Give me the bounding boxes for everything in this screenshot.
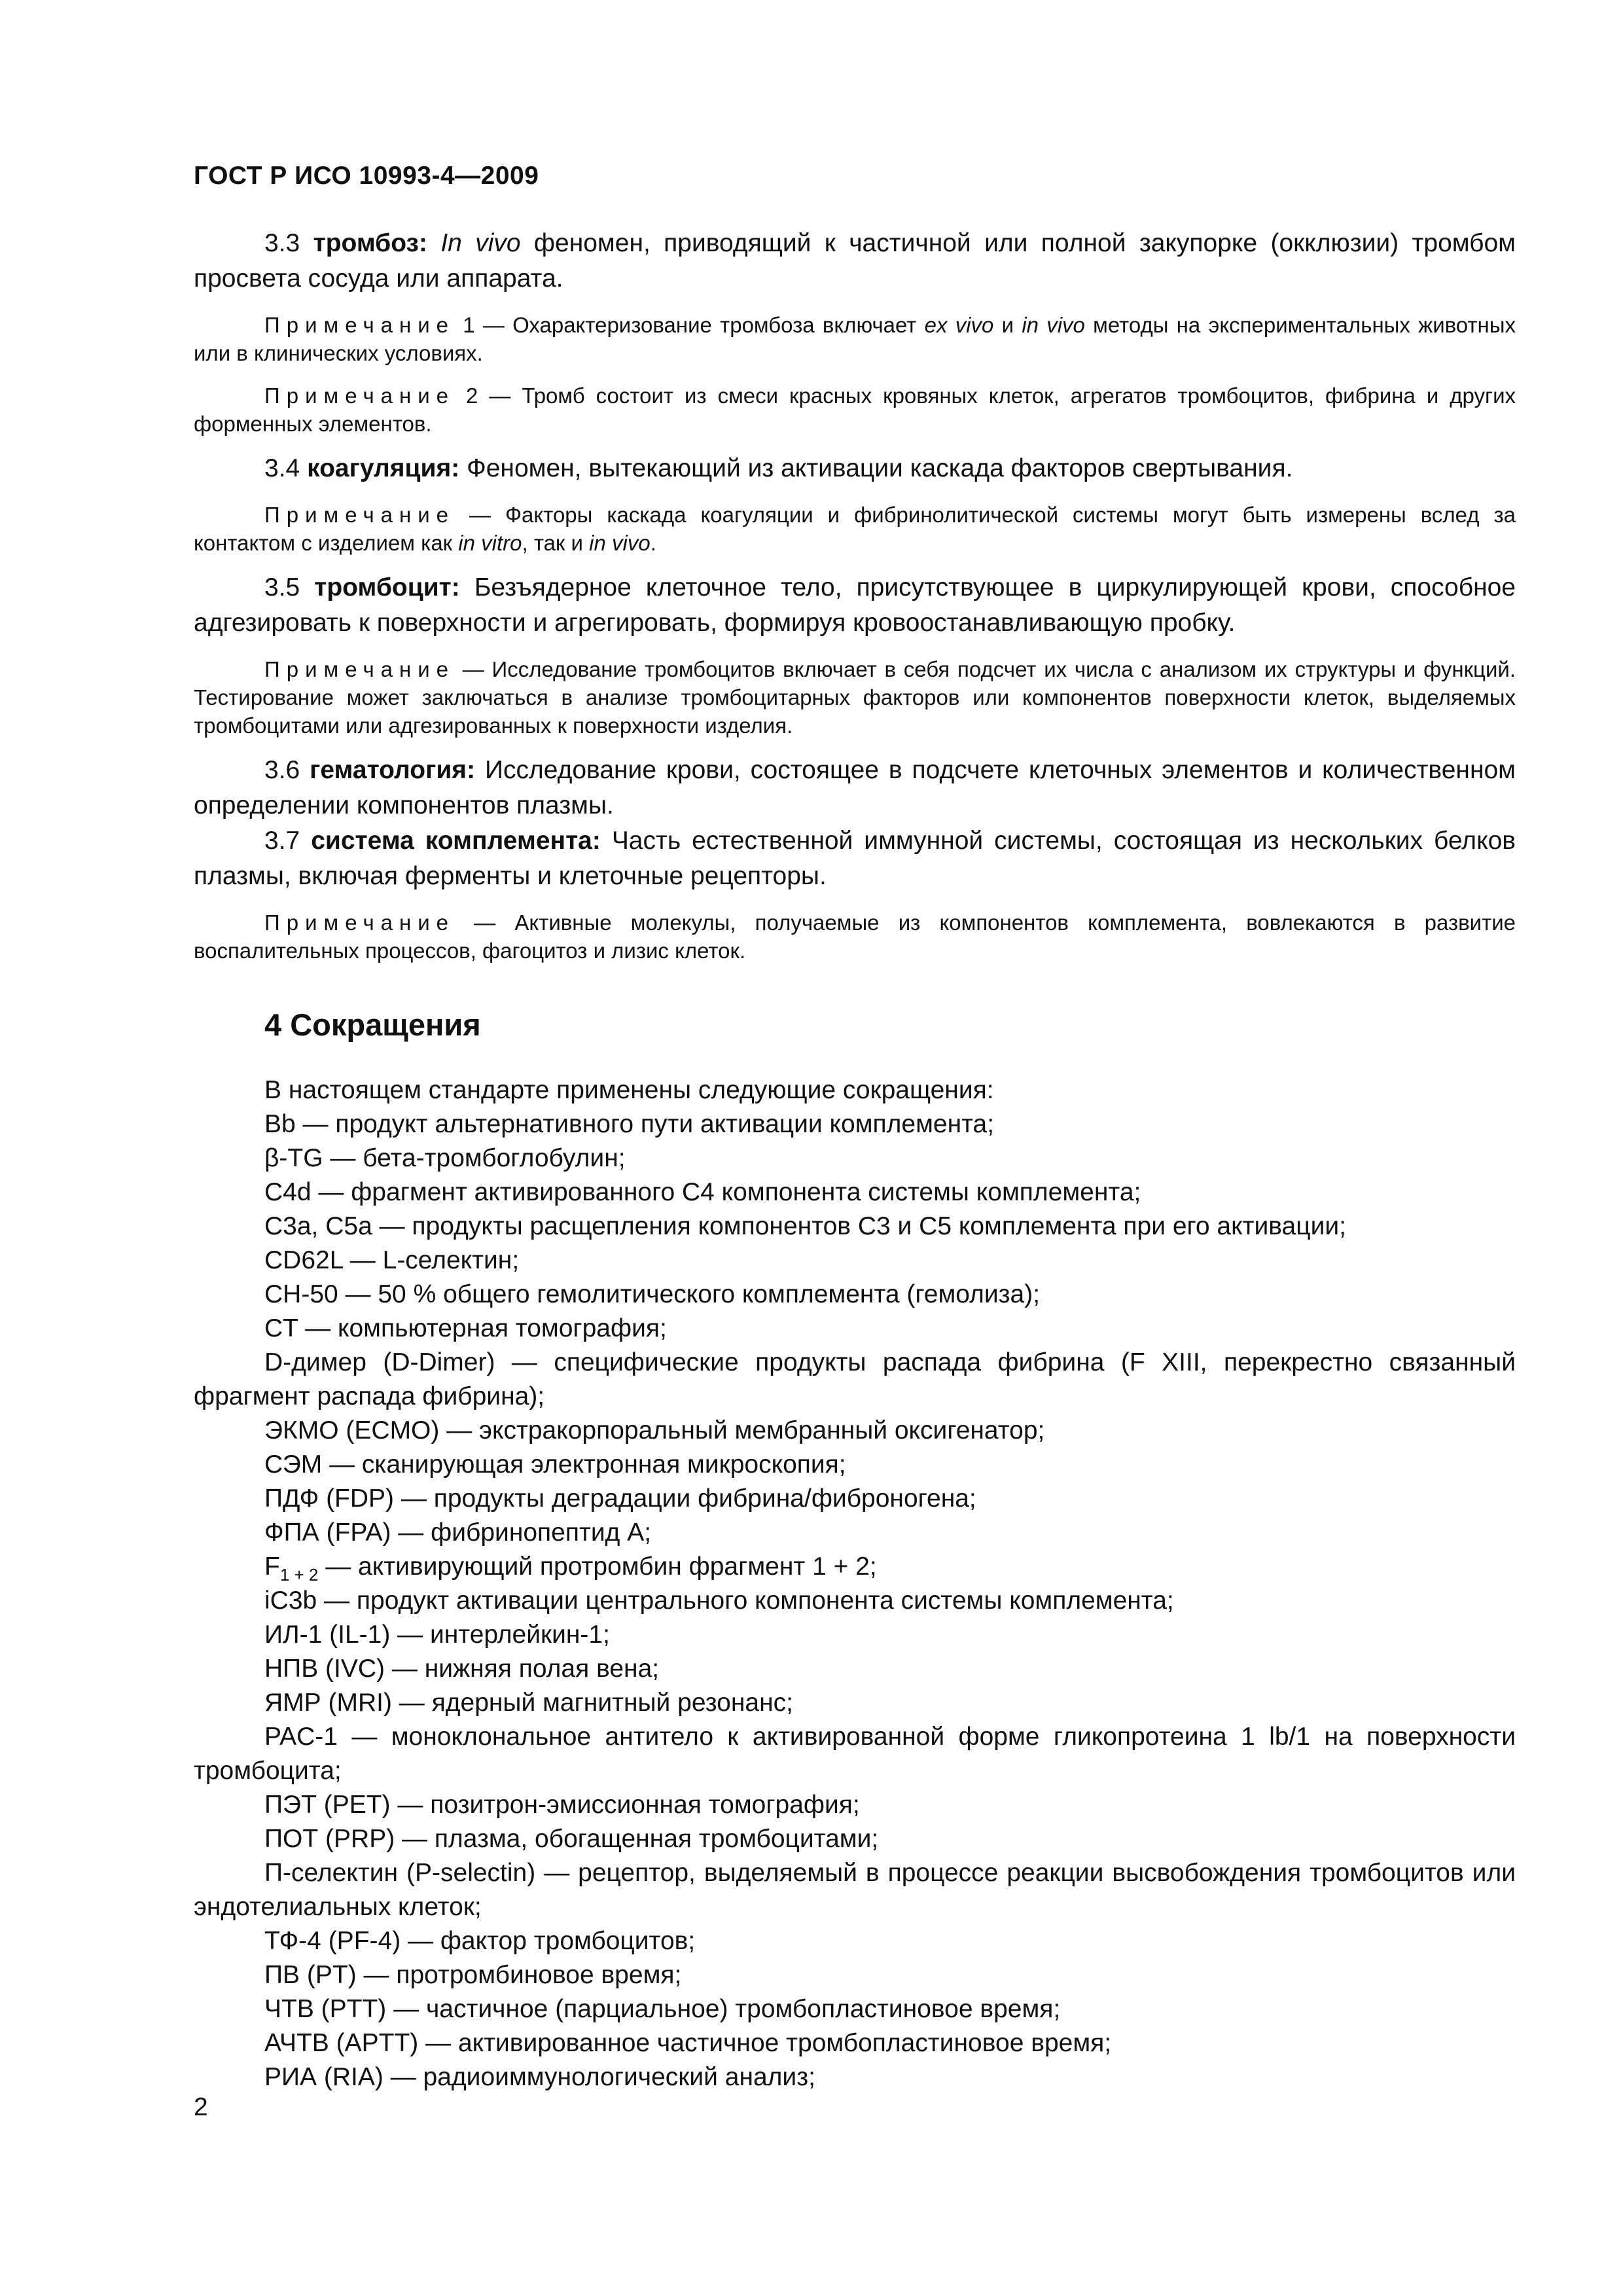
note-text: — Факторы каскада коагуляции и фибринолитической системы могут быть измерены вслед за контактом с изделием как xyxy=(194,503,1516,555)
definition-3-5 xyxy=(194,570,1516,641)
abbreviation-list xyxy=(194,1107,1516,2094)
note-text: 1 — Охарактеризование тромбоза включает xyxy=(455,313,925,337)
definition-text: Часть естественной иммунной системы, состоящая из нескольких белков плазмы, включая ферменты и клеточные рецепторы. xyxy=(194,827,1516,890)
definition-term: тромбоз: xyxy=(313,229,427,257)
document-header: ГОСТ Р ИСО 10993-4—2009 xyxy=(194,162,539,190)
note-text: 2 — Тромб состоит из смеси красных кровяных клеток, агрегатов тромбоцитов, фибрина и других форменных элементов. xyxy=(194,384,1516,436)
abbreviation-item: РИА (RIA) — радиоиммунологический анализ; xyxy=(264,2063,815,2091)
section-intro: В настоящем стандарте применены следующие сокращения: xyxy=(264,1076,994,1104)
abbreviation-item: ПЭТ (PET) — позитрон-эмиссионная томография; xyxy=(264,1791,860,1819)
abbreviation-item: НПВ (IVC) — нижняя полая вена; xyxy=(264,1655,660,1683)
definition-3-4 xyxy=(194,451,1516,486)
abbreviation-item: CT — компьютерная томография; xyxy=(264,1314,667,1342)
abbreviation-text: — активирующий протромбин фрагмент 1 + 2; xyxy=(318,1552,877,1581)
note-3-5 xyxy=(194,655,1516,740)
abbreviation-item: iC3b — продукт активации центрального компонента системы комплемента; xyxy=(264,1587,1174,1615)
abbreviation-item: C3a, C5a — продукты расщепления компонентов C3 и C5 комплемента при его активации; xyxy=(264,1212,1346,1240)
definition-term: тромбоцит: xyxy=(314,573,460,601)
definition-number: 3.4 xyxy=(264,454,300,482)
abbreviation-item: ФПА (FPA) — фибринопептид А; xyxy=(264,1518,652,1547)
note-label: Примечание xyxy=(264,910,455,935)
note-text: и xyxy=(993,313,1022,337)
abbreviation-item: ПДФ (FDP) — продукты деградации фибрина/фиброногена; xyxy=(264,1484,976,1513)
definition-term: гематология: xyxy=(310,756,476,784)
abbreviation-item: C4d — фрагмент активированного C4 компонента системы комплемента; xyxy=(264,1178,1141,1206)
abbreviation-item: ИЛ-1 (IL-1) — интерлейкин-1; xyxy=(264,1621,610,1649)
definition-3-3 xyxy=(194,226,1516,296)
page-content xyxy=(194,226,1516,2094)
note-italic: in vivo xyxy=(1022,313,1085,337)
note-text: — Активные молекулы, получаемые из компонентов комплемента, вовлекаются в развитие воспалительных процессов, фагоцитоз и лизис клеток. xyxy=(194,910,1516,963)
note-text: , так и xyxy=(522,531,590,555)
abbreviation-item: П-селектин (P-selectin) — рецептор, выделяемый в процессе реакции высвобождения тромбоцитов или эндотелиальных клеток; xyxy=(194,1859,1516,1921)
abbreviation-item xyxy=(194,1550,1516,1584)
definition-number: 3.3 xyxy=(264,229,300,257)
abbreviation-item: D-димер (D-Dimer) — специфические продукты распада фибрина (F XIII, перекрестно связанный фрагмент распада фибрина); xyxy=(194,1348,1516,1410)
abbreviation-item: Bb — продукт альтернативного пути активации комплемента; xyxy=(264,1110,995,1138)
abbreviation-item: ПОТ (PRP) — плазма, обогащенная тромбоцитами; xyxy=(264,1825,879,1853)
abbreviation-subscript: 1 + 2 xyxy=(279,1564,319,1585)
definition-number: 3.5 xyxy=(264,573,300,601)
abbreviation-symbol: F xyxy=(264,1552,280,1581)
note-italic: in vitro xyxy=(458,531,522,555)
definition-number: 3.6 xyxy=(264,756,300,784)
abbreviation-item: CH-50 — 50 % общего гемолитического комплемента (гемолиза); xyxy=(264,1280,1041,1308)
definition-number: 3.7 xyxy=(264,827,300,855)
definition-3-6 xyxy=(194,753,1516,823)
note-label: Примечание xyxy=(264,384,455,408)
note-label: Примечание xyxy=(264,313,455,337)
note-3-4 xyxy=(194,501,1516,557)
abbreviation-item: CD62L — L-селектин; xyxy=(264,1246,520,1274)
note-3-3-1 xyxy=(194,311,1516,367)
note-text: . xyxy=(650,531,656,555)
note-italic: in vivo xyxy=(589,531,651,555)
section-title: 4 Сокращения xyxy=(264,1007,481,1042)
definition-text: феномен, приводящий к частичной или полной закупорке (окклюзии) тромбом просвета сосуда или аппарата. xyxy=(194,229,1516,293)
abbreviation-item: АЧТВ (APTT) — активированное частичное тромбопластиновое время; xyxy=(264,2029,1112,2057)
definition-text: Исследование крови, состоящее в подсчете клеточных элементов и количественном определении компонентов плазмы. xyxy=(194,756,1516,819)
abbreviation-item: β-TG — бета-тромбоглобулин; xyxy=(264,1144,626,1172)
note-text: методы на экспериментальных животных или в клинических условиях. xyxy=(194,313,1516,365)
definition-italic: In vivo xyxy=(440,229,521,257)
definition-term: система комплемента: xyxy=(311,827,601,855)
abbreviation-item: ЭКМО (ECMO) — экстракорпоральный мембранный оксигенатор; xyxy=(264,1416,1045,1444)
abbreviation-item: ПВ (PT) — протромбиновое время; xyxy=(264,1961,682,1989)
note-italic: ex vivo xyxy=(924,313,994,337)
note-3-3-2 xyxy=(194,382,1516,438)
note-3-7 xyxy=(194,908,1516,965)
definition-text: Безъядерное клеточное тело, присутствующее в циркулирующей крови, способное адгезировать к поверхности и агрегировать, формируя кровоостанавливающую пробку. xyxy=(194,573,1516,637)
page-number: 2 xyxy=(194,2093,208,2121)
definition-text: Феномен, вытекающий из активации каскада факторов свертывания. xyxy=(467,454,1293,482)
note-label: Примечание xyxy=(264,503,455,527)
abbreviation-item: PAC-1 — моноклональное антитело к активированной форме гликопротеина 1 lb/1 на поверхности тромбоцита; xyxy=(194,1723,1516,1785)
abbreviation-item: ЧТВ (PTT) — частичное (парциальное) тромбопластиновое время; xyxy=(264,1995,1061,2023)
note-label: Примечание xyxy=(264,657,455,681)
abbreviation-item: ТФ-4 (PF-4) — фактор тромбоцитов; xyxy=(264,1927,696,1955)
abbreviation-item: ЯМР (MRI) — ядерный магнитный резонанс; xyxy=(264,1689,793,1717)
note-text: — Исследование тромбоцитов включает в себя подсчет их числа с анализом их структуры и функций. Тестирование может заключаться в анализе тромбоцитарных факторов или компонентов поверхности клеток, выделяемых тромбоцитами или адгезированных к поверхности изделия. xyxy=(194,657,1516,738)
definition-3-7 xyxy=(194,823,1516,894)
definition-term: коагуляция: xyxy=(307,454,460,482)
abbreviation-item: СЭМ — сканирующая электронная микроскопия; xyxy=(264,1450,846,1479)
